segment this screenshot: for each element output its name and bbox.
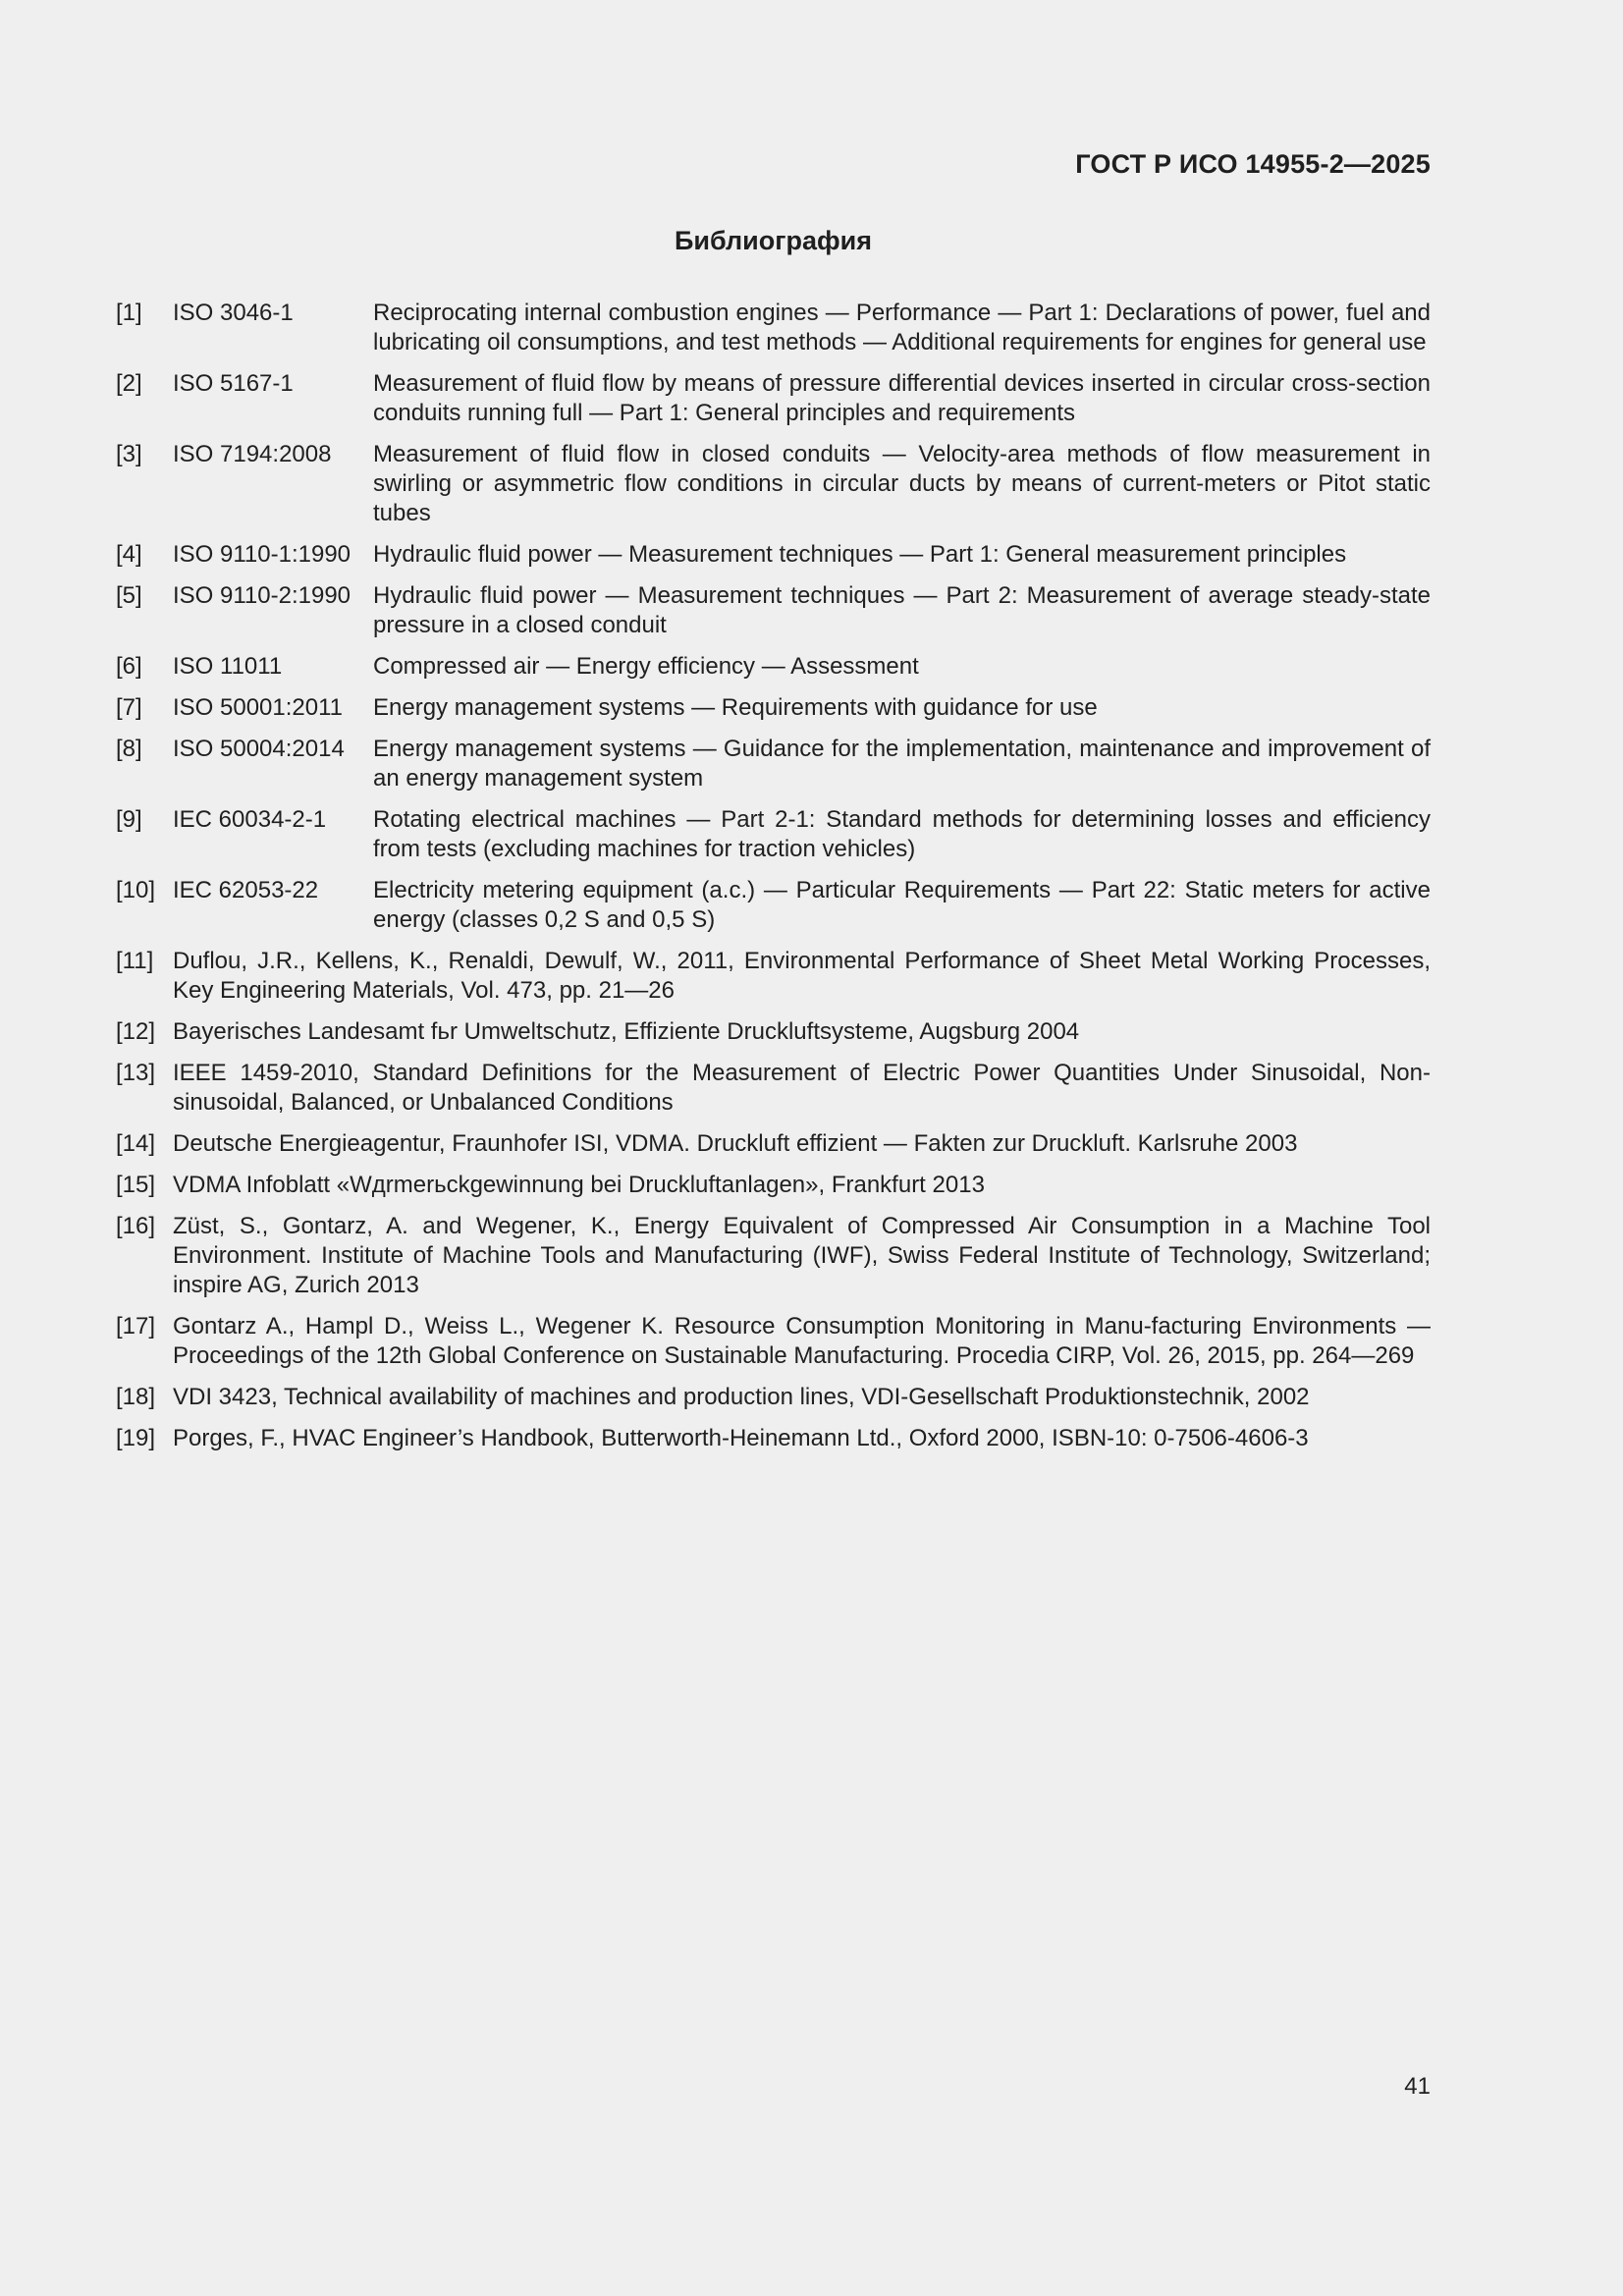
bibliography-entry xyxy=(116,876,1431,935)
entry-text: Hydraulic fluid power — Measurement techniques — Part 1: General measurement principles xyxy=(373,541,1347,568)
entry-standard-code: ISO 50001:2011 xyxy=(173,694,344,721)
bibliography-title: Библиография xyxy=(675,226,872,255)
entry-text: Reciprocating internal combustion engines — Performance — Part 1: Declarations of power, fuel and lubricating oil consumptions, and test methods — Additional requirements for engines for general use xyxy=(373,300,1431,355)
bibliography-entry xyxy=(116,1059,1431,1118)
page-number: 41 xyxy=(1404,2073,1431,2100)
entry-text: Züst, S., Gontarz, A. and Wegener, K., Energy Equivalent of Compressed Air Consumption in a Machine Tool Environment. Institute of Machine Tools and Manufacturing (IWF), Swiss Federal Institute of Technology, Switzerland; inspire AG, Zurich 2013 xyxy=(173,1213,1431,1298)
entry-standard-code: IEC 60034-2-1 xyxy=(173,806,327,833)
entry-text: Porges, F., HVAC Engineer’s Handbook, Butterworth-Heinemann Ltd., Oxford 2000, ISBN-10: 0-7506-4606-3 xyxy=(173,1425,1309,1451)
bibliography-entry xyxy=(116,1312,1431,1371)
entry-standard-code: ISO 9110-2:1990 xyxy=(173,582,352,609)
entry-number: [19] xyxy=(116,1425,156,1451)
entry-number: [11] xyxy=(116,948,154,974)
document-code: ГОСТ Р ИСО 14955-2—2025 xyxy=(1075,149,1431,179)
entry-text: Bayerisches Landesamt fьr Umweltschutz, Effiziente Druckluftsysteme, Augsburg 2004 xyxy=(173,1018,1080,1045)
entry-text: Measurement of fluid flow in closed conduits — Velocity-area methods of flow measurement in swirling or asymmetric flow conditions in circular ducts by means of current-meters or Pitot static tubes xyxy=(373,441,1431,526)
entry-text: Deutsche Energieagentur, Fraunhofer ISI, VDMA. Druckluft effizient — Fakten zur Druckluft. Karlsruhe 2003 xyxy=(173,1130,1298,1157)
entry-text: Hydraulic fluid power — Measurement techniques — Part 2: Measurement of average steady-state pressure in a closed conduit xyxy=(373,582,1431,638)
bibliography-entry xyxy=(116,369,1431,428)
entry-number: [17] xyxy=(116,1313,156,1339)
entry-number: [10] xyxy=(116,877,156,903)
entry-text: Energy management systems — Requirements with guidance for use xyxy=(373,694,1098,721)
bibliography-entry xyxy=(116,947,1431,1006)
entry-standard-code: ISO 11011 xyxy=(173,653,283,680)
entry-number: [14] xyxy=(116,1130,156,1157)
entry-text: Energy management systems — Guidance for the implementation, maintenance and improvement of an energy management system xyxy=(373,736,1431,792)
entry-number: [4] xyxy=(116,541,142,568)
entry-text: IEEE 1459-2010, Standard Definitions for the Measurement of Electric Power Quantities Under Sinusoidal, Non-sinusoidal, Balanced, or Unbalanced Conditions xyxy=(173,1060,1431,1116)
bibliography-entry xyxy=(116,1383,1431,1412)
entry-standard-code: ISO 7194:2008 xyxy=(173,441,332,467)
bibliography-entry xyxy=(116,1424,1431,1453)
bibliography-entry xyxy=(116,735,1431,793)
entry-number: [7] xyxy=(116,694,142,721)
bibliography-list xyxy=(116,299,1431,1465)
entry-text: Duflou, J.R., Kellens, K., Renaldi, Dewulf, W., 2011, Environmental Performance of Sheet Metal Working Processes, Key Engineering Materials, Vol. 473, pp. 21—26 xyxy=(173,948,1431,1004)
bibliography-entry xyxy=(116,299,1431,357)
entry-number: [13] xyxy=(116,1060,156,1086)
entry-standard-code: ISO 3046-1 xyxy=(173,300,294,326)
bibliography-entry xyxy=(116,540,1431,570)
entry-number: [6] xyxy=(116,653,142,680)
entry-number: [16] xyxy=(116,1213,156,1239)
bibliography-entry xyxy=(116,1212,1431,1300)
bibliography-entry xyxy=(116,1129,1431,1159)
entry-number: [3] xyxy=(116,441,142,467)
entry-number: [5] xyxy=(116,582,142,609)
entry-standard-code: ISO 50004:2014 xyxy=(173,736,345,762)
bibliography-entry xyxy=(116,805,1431,864)
entry-standard-code: ISO 5167-1 xyxy=(173,370,294,397)
entry-standard-code: IEC 62053-22 xyxy=(173,877,319,903)
entry-number: [18] xyxy=(116,1384,156,1410)
bibliography-entry xyxy=(116,440,1431,528)
entry-text: Measurement of fluid flow by means of pressure differential devices inserted in circular cross-section conduits running full — Part 1: General principles and requirements xyxy=(373,370,1431,426)
entry-number: [15] xyxy=(116,1172,156,1198)
bibliography-entry xyxy=(116,652,1431,682)
entry-number: [12] xyxy=(116,1018,156,1045)
bibliography-entry xyxy=(116,1171,1431,1200)
entry-number: [1] xyxy=(116,300,142,326)
entry-number: [8] xyxy=(116,736,142,762)
entry-number: [9] xyxy=(116,806,142,833)
entry-text: VDMA Infoblatt «Wдrmerьckgewinnung bei Druckluftanlagen», Frankfurt 2013 xyxy=(173,1172,985,1198)
bibliography-entry xyxy=(116,581,1431,640)
entry-text: Electricity metering equipment (a.c.) — Particular Requirements — Part 22: Static meters for active energy (classes 0,2 S and 0,5 S) xyxy=(373,877,1431,933)
entry-text: Rotating electrical machines — Part 2-1: Standard methods for determining losses and efficiency from tests (excluding machines for traction vehicles) xyxy=(373,806,1431,862)
entry-text: VDI 3423, Technical availability of machines and production lines, VDI-Gesellschaft Produktionstechnik, 2002 xyxy=(173,1384,1310,1410)
bibliography-entry xyxy=(116,693,1431,723)
bibliography-entry xyxy=(116,1017,1431,1047)
entry-standard-code: ISO 9110-1:1990 xyxy=(173,541,352,568)
entry-number: [2] xyxy=(116,370,142,397)
entry-text: Gontarz A., Hampl D., Weiss L., Wegener K. Resource Consumption Monitoring in Manu-facturing Environments — Proceedings of the 12th Global Conference on Sustainable Manufacturing. Procedia CIRP, Vol. 26, 2015, pp. 264—269 xyxy=(173,1313,1431,1369)
entry-text: Compressed air — Energy efficiency — Assessment xyxy=(373,653,919,680)
